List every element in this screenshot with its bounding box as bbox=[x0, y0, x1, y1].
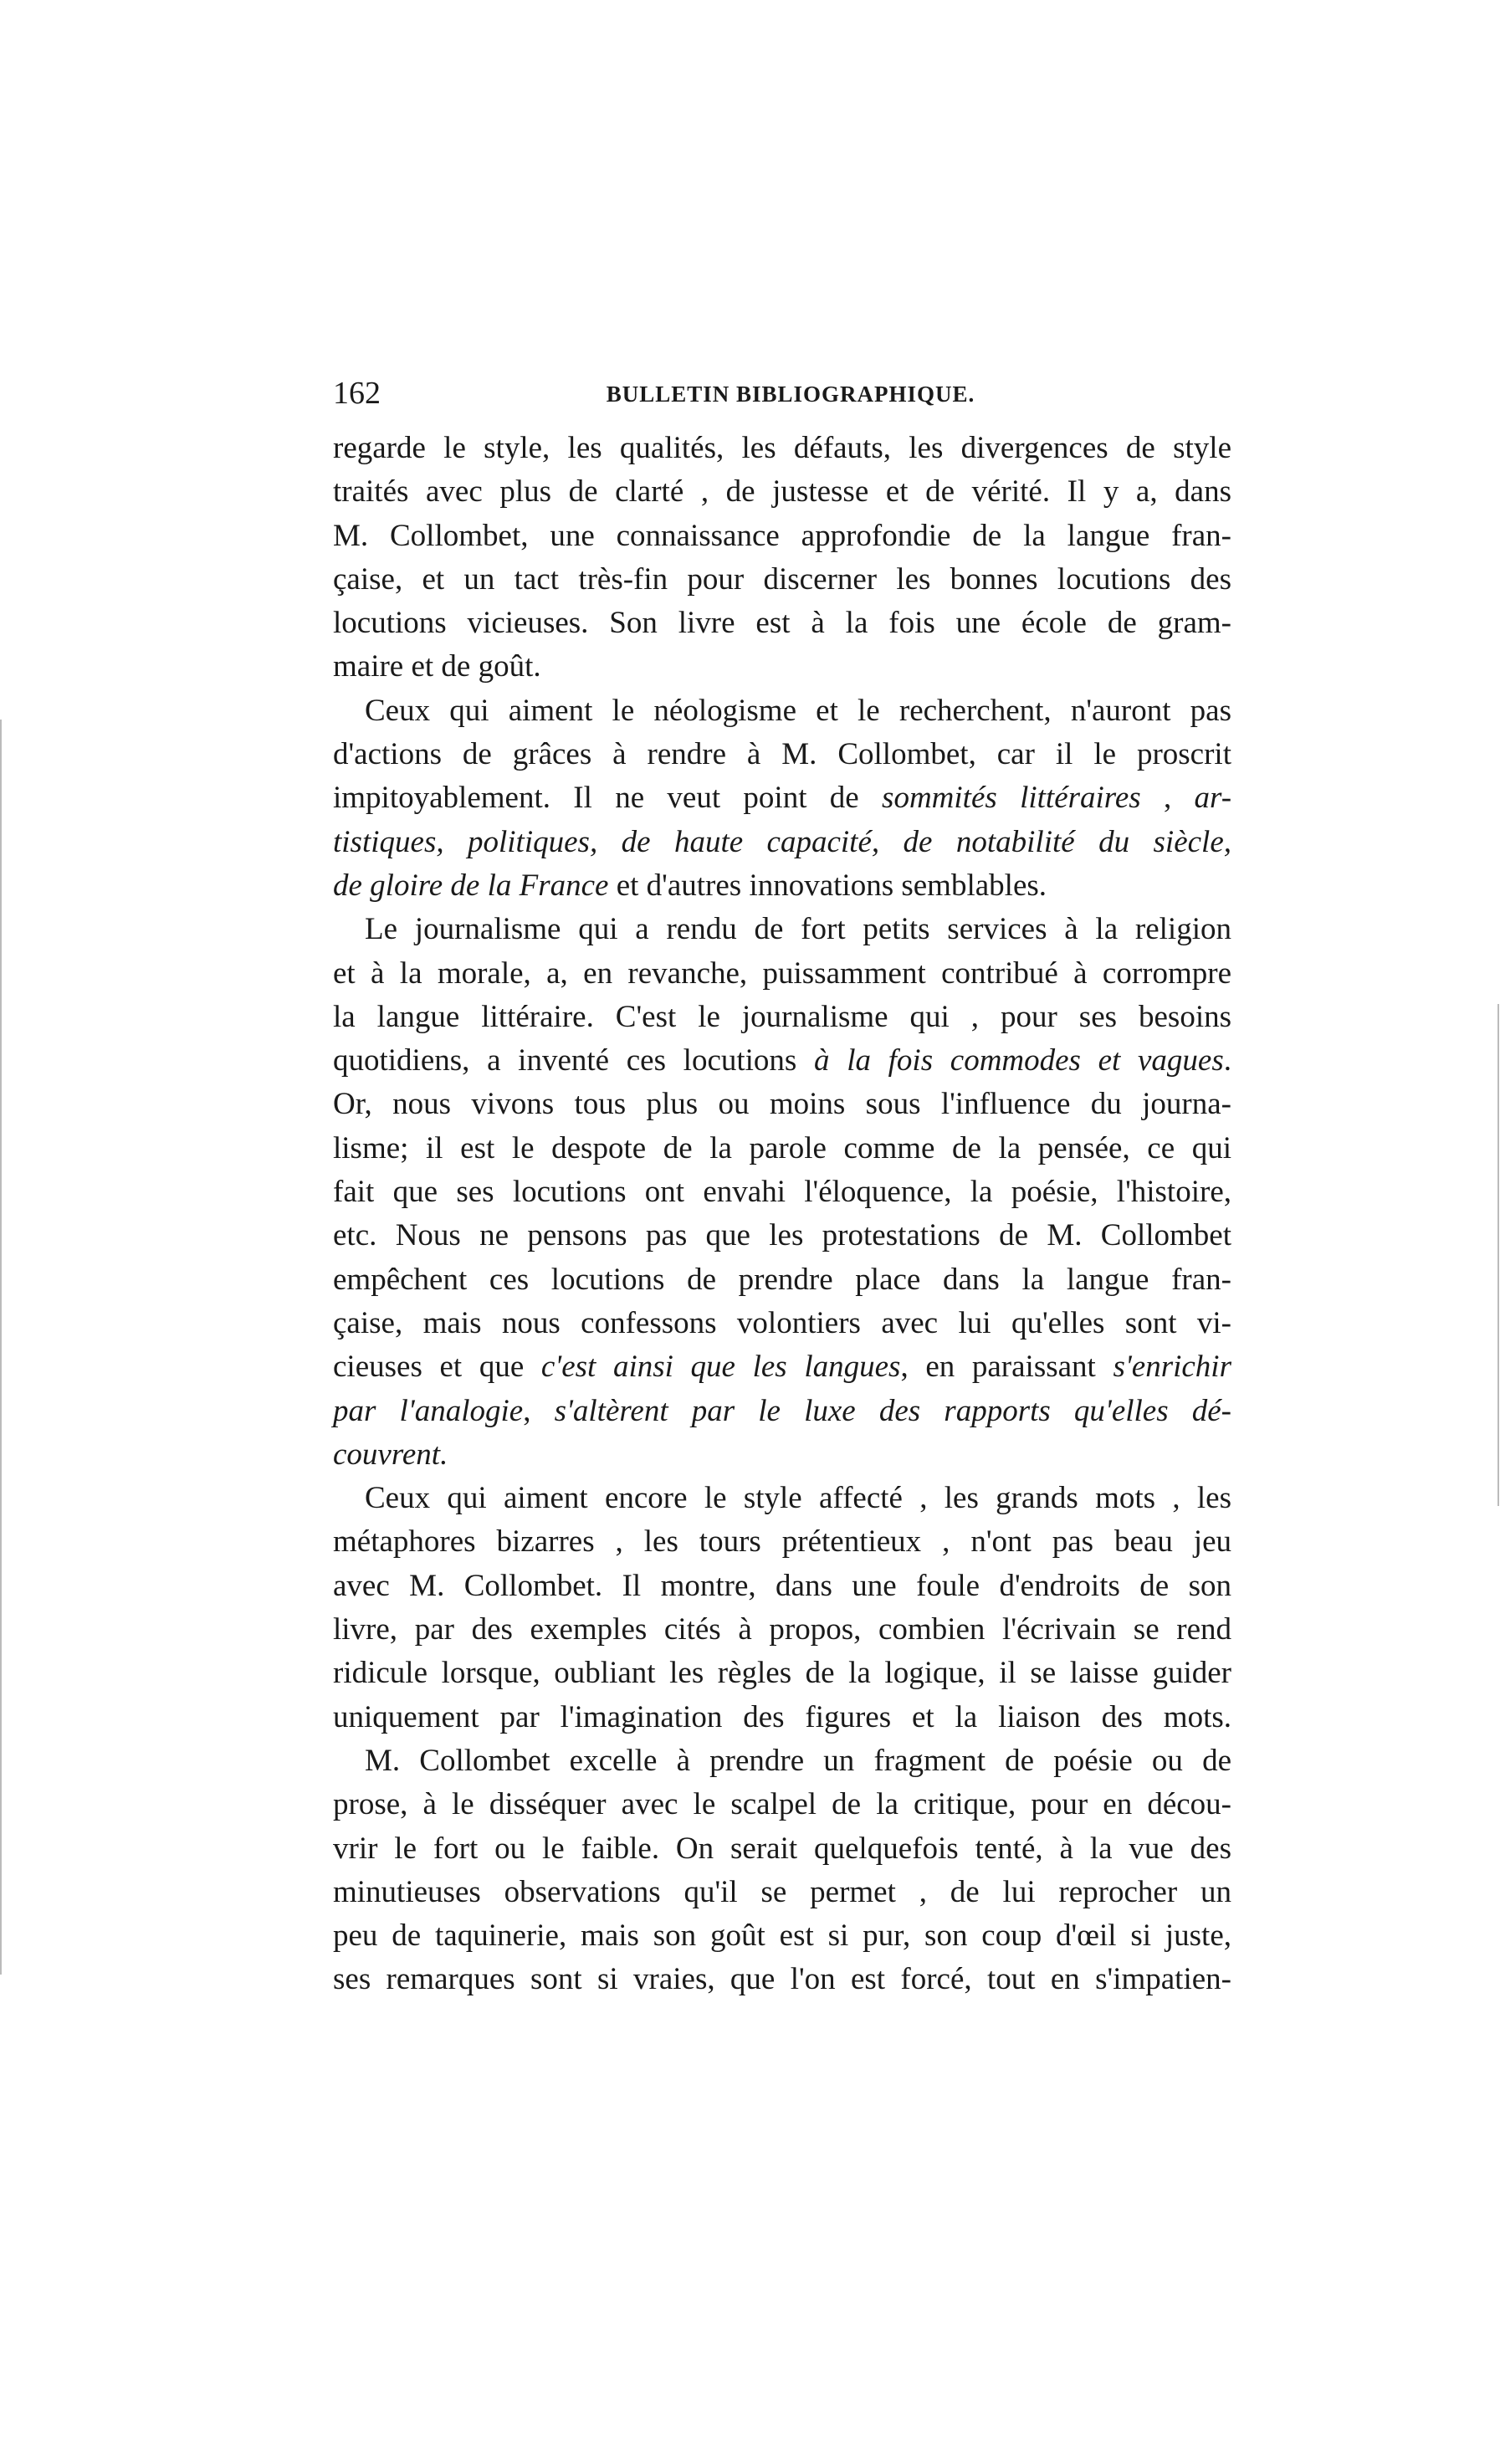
text-segment: , bbox=[1140, 781, 1195, 816]
text-line bbox=[333, 1171, 1231, 1214]
text-line bbox=[333, 1696, 1231, 1739]
text-segment: regarde le style, les qualités, les défauts, les divergences de style bbox=[333, 431, 1231, 465]
text-line bbox=[333, 1083, 1231, 1126]
paragraph-first-line bbox=[333, 1477, 1231, 1520]
italic-text: par l'analogie bbox=[333, 1393, 524, 1428]
text-line bbox=[333, 1652, 1231, 1695]
text-line bbox=[333, 1258, 1231, 1302]
text-segment: quotidiens, a inventé ces locutions bbox=[333, 1043, 815, 1078]
text-line bbox=[333, 1520, 1231, 1564]
text-line bbox=[333, 515, 1231, 558]
text-segment: ses remarques sont si vraies, que l'on est forcé, tout en s'impatien- bbox=[333, 1962, 1231, 1997]
italic-text: tistiques, politiques, de haute capacité, de notabilité du siècle, bbox=[333, 824, 1231, 859]
text-line bbox=[333, 733, 1231, 776]
text-line bbox=[333, 1039, 1231, 1083]
text-segment: vrir le fort ou le faible. On serait quelquefois tenté, à la vue des bbox=[333, 1831, 1231, 1866]
italic-text: ar- bbox=[1194, 781, 1232, 816]
text-line bbox=[333, 1390, 1231, 1433]
text-segment: minutieuses observations qu'il se permet , de lui reprocher un bbox=[333, 1874, 1231, 1909]
text-line bbox=[333, 776, 1231, 820]
text-line bbox=[333, 821, 1231, 864]
italic-text: s'enrichir bbox=[1113, 1350, 1231, 1385]
text-line bbox=[333, 427, 1231, 470]
text-segment: Ceux qui aiment le néologisme et le recherchent, n'auront pas bbox=[365, 693, 1231, 728]
text-segment: prose, à le disséquer avec le scalpel de la critique, pour en décou- bbox=[333, 1787, 1231, 1822]
text-segment: ridicule lorsque, oubliant les règles de la logique, il se laisse guider bbox=[333, 1656, 1231, 1691]
text-segment: peu de taquinerie, mais son goût est si pur, son coup d'œil si juste, bbox=[333, 1918, 1231, 1954]
text-segment: métaphores bizarres , les tours prétentieux , n'ont pas beau jeu bbox=[333, 1524, 1231, 1560]
text-line bbox=[333, 1565, 1231, 1608]
text-segment: et d'autres innovations semblables. bbox=[608, 868, 1047, 903]
text-segment: maire et de goût. bbox=[333, 649, 541, 684]
paragraph-first-line bbox=[333, 908, 1231, 951]
text-line bbox=[333, 1914, 1231, 1958]
text-line bbox=[333, 1958, 1231, 2001]
italic-text: sommités littéraires bbox=[882, 781, 1141, 816]
text-segment: lisme; il est le despote de la parole comme de la pensée, ce qui bbox=[333, 1130, 1231, 1165]
text-segment: fait que ses locutions ont envahi l'éloquence, la poésie, l'histoire, bbox=[333, 1175, 1231, 1210]
text-line bbox=[333, 602, 1231, 645]
text-line bbox=[333, 1345, 1231, 1389]
page-number: 162 bbox=[333, 376, 381, 411]
text-segment: Ceux qui aiment encore le style affecté , les grands mots , les bbox=[365, 1481, 1231, 1516]
text-line bbox=[333, 1827, 1231, 1871]
text-segment: cieuses et que bbox=[333, 1350, 541, 1385]
text-segment: . bbox=[1223, 1043, 1231, 1078]
text-segment: livre, par des exemples cités à propos, combien l'écrivain se rend bbox=[333, 1612, 1231, 1647]
text-line bbox=[333, 1214, 1231, 1258]
text-segment: locutions vicieuses. Son livre est à la fois une école de gram- bbox=[333, 606, 1231, 641]
text-line bbox=[333, 1127, 1231, 1171]
text-line bbox=[333, 952, 1231, 996]
text-line bbox=[333, 1783, 1231, 1826]
text-line bbox=[333, 1433, 1231, 1477]
text-segment: d'actions de grâces à rendre à M. Collombet, car il le proscrit bbox=[333, 737, 1231, 772]
text-segment: empêchent ces locutions de prendre place dans la langue fran- bbox=[333, 1262, 1231, 1297]
text-segment: traités avec plus de clarté , de justesse et de vérité. Il y a, dans bbox=[333, 474, 1231, 510]
text-segment: , bbox=[523, 1393, 555, 1428]
text-segment: la langue littéraire. C'est le journalisme qui , pour ses besoins bbox=[333, 999, 1231, 1034]
italic-text: c'est ainsi que les langues bbox=[540, 1350, 901, 1385]
text-segment: çaise, mais nous confessons volontiers avec lui qu'elles sont vi- bbox=[333, 1305, 1231, 1340]
text-line bbox=[333, 645, 1231, 689]
text-segment: avec M. Collombet. Il montre, dans une foule d'endroits de son bbox=[333, 1568, 1231, 1603]
text-line bbox=[333, 1871, 1231, 1914]
italic-text: de gloire de la France bbox=[333, 868, 609, 903]
running-title: BULLETIN BIBLIOGRAPHIQUE. bbox=[606, 382, 975, 407]
paragraph-first-line bbox=[333, 689, 1231, 733]
text-line bbox=[333, 558, 1231, 602]
italic-text: s'altèrent par le luxe des rapports qu'elles dé- bbox=[554, 1393, 1231, 1428]
italic-text: à la fois commodes et vagues bbox=[814, 1043, 1224, 1078]
text-segment: Le journalisme qui a rendu de fort petits services à la religion bbox=[365, 912, 1231, 947]
text-line bbox=[333, 864, 1231, 908]
text-segment: impitoyablement. Il ne veut point de bbox=[333, 781, 883, 816]
text-line bbox=[333, 470, 1231, 514]
margin-mark bbox=[1497, 1004, 1499, 1506]
paragraph-first-line bbox=[333, 1739, 1231, 1783]
text-segment: et à la morale, a, en revanche, puissamment contribué à corrompre bbox=[333, 955, 1231, 991]
body-text bbox=[333, 427, 1231, 2002]
text-segment: etc. Nous ne pensons pas que les protestations de M. Collombet bbox=[333, 1218, 1231, 1253]
italic-text: couvrent. bbox=[333, 1437, 448, 1472]
text-segment: M. Collombet, une connaissance approfondie de la langue fran- bbox=[333, 518, 1231, 553]
text-line bbox=[333, 996, 1231, 1039]
text-line bbox=[333, 1608, 1231, 1652]
text-segment: uniquement par l'imagination des figures et la liaison des mots. bbox=[333, 1699, 1231, 1734]
text-segment: çaise, et un tact très-fin pour discerner les bonnes locutions des bbox=[333, 561, 1231, 597]
margin-mark bbox=[0, 720, 2, 1975]
text-segment: M. Collombet excelle à prendre un fragment de poésie ou de bbox=[365, 1743, 1231, 1778]
text-segment: Or, nous vivons tous plus ou moins sous l'influence du journa- bbox=[333, 1087, 1231, 1122]
text-line bbox=[333, 1302, 1231, 1345]
text-segment: , en paraissant bbox=[900, 1350, 1113, 1385]
